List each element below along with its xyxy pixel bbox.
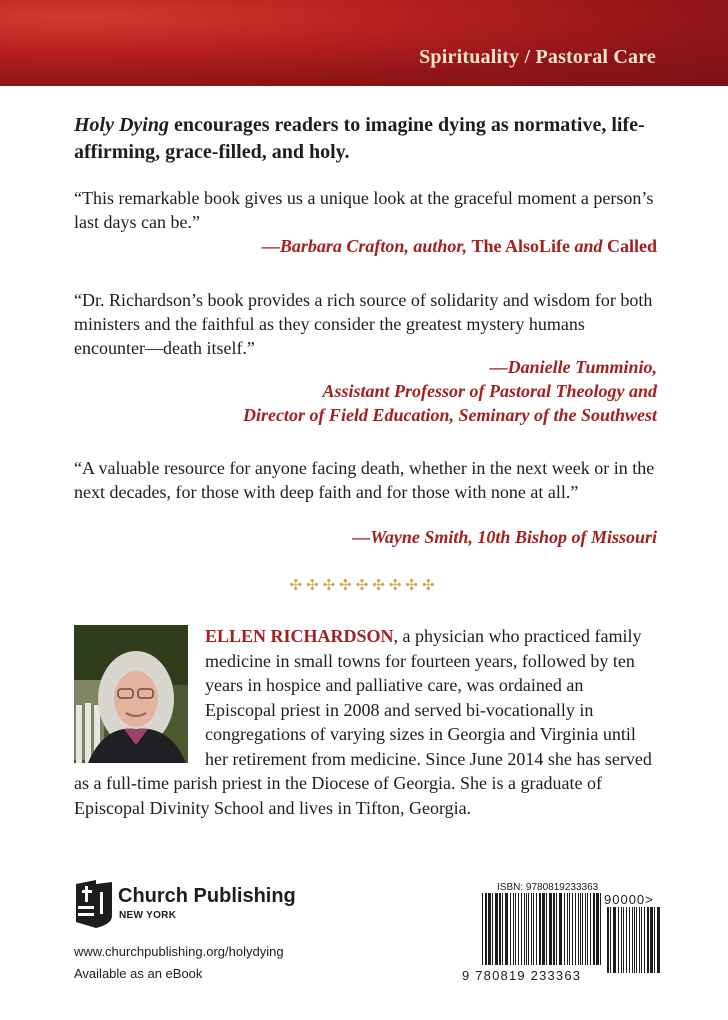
endorsement-quote-1: “This remarkable book gives us a unique look at the graceful moment a person’s last days can be.” (74, 188, 654, 232)
barcode-bar (596, 893, 599, 965)
barcode-bar (556, 893, 557, 965)
ebook-note: Available as an eBook (74, 966, 203, 981)
barcode-bar (526, 893, 527, 965)
barcode-bar (531, 893, 532, 965)
endorsement-attribution-2-line-1: —Danielle Tumminio, (489, 357, 657, 377)
book-title: Holy Dying (74, 114, 169, 136)
barcode-bar (482, 893, 483, 965)
barcode-bar (549, 893, 552, 965)
barcode-bar (634, 907, 635, 973)
barcode-bar (572, 893, 573, 965)
barcode-bar (488, 893, 491, 965)
barcode-bar (518, 893, 519, 965)
endorsement-attribution-1: —Barbara Crafton, author, The AlsoLife and Called (261, 236, 657, 256)
intro-statement (74, 112, 674, 166)
barcode-bar (495, 893, 498, 965)
barcode-bar (629, 907, 630, 973)
barcode-bar (575, 893, 576, 965)
barcode-bar (499, 893, 501, 965)
endorsement-attribution-2-line-2: Assistant Professor of Pastoral Theology and (322, 381, 657, 401)
barcode-bar (657, 907, 660, 973)
barcode-bar (521, 893, 522, 965)
work-title-1: The AlsoLife (471, 236, 570, 256)
barcode-bar (502, 893, 503, 965)
category-label: Spirituality / Pastoral Care (419, 46, 656, 68)
barcode-bar (607, 907, 609, 973)
endorsement-attribution-2-line-3: Director of Field Education, Seminary of the Southwest (242, 405, 657, 425)
barcode-bar (644, 907, 645, 973)
endorsement-attribution-3: —Wayne Smith, 10th Bishop of Missouri (352, 527, 657, 547)
barcode-bar (539, 893, 541, 965)
isbn-label: ISBN: 9780819233363 (497, 882, 599, 893)
barcode-bar (524, 893, 525, 965)
barcode-bar (510, 893, 511, 965)
church-publishing-logo-icon (74, 880, 114, 930)
barcode-bar (515, 893, 516, 965)
barcode-bar (546, 893, 547, 965)
barcode-bar (533, 893, 534, 965)
author-name: ELLEN RICHARDSON (205, 626, 394, 646)
barcode-bar (626, 907, 627, 973)
barcode-bar (613, 907, 616, 973)
barcode-bar (585, 893, 586, 965)
barcode-bar (564, 893, 565, 965)
barcode-bar (632, 907, 633, 973)
barcode-bar (610, 907, 611, 973)
endorsement-quote-2: “Dr. Richardson’s book provides a rich source of solidarity and wisdom for both ministers and the faithful as they consider the greatest mystery humans encounter—death itself.” (74, 290, 653, 358)
barcode-bar (623, 907, 624, 973)
barcode-bar (536, 893, 537, 965)
barcode-bar (618, 907, 619, 973)
barcode-bar (567, 893, 568, 965)
barcode-bar (639, 907, 640, 973)
barcode-bar (636, 907, 637, 973)
author-bio (74, 624, 658, 820)
bio-text: , a physician who practiced family medicine in small towns for fourteen years, followed by ten years in hospice and palliative care, was ordained an Episcopal priest in 2008 and served bi-vocationally in congregations of varying sizes in Georgia and Virginia until her retirement from medicine. Since June 2014 she has served as a full-time parish priest in the Diocese of Georgia. She is a graduate of Episcopal Divinity School and lives in Tifton, Georgia. (74, 626, 652, 818)
publisher-url[interactable]: www.churchpublishing.org/holydying (74, 944, 284, 959)
barcode-bar (513, 893, 514, 965)
publisher-city: NEW YORK (119, 910, 177, 921)
barcode-bar (559, 893, 562, 965)
ornament-divider: ✣✣✣✣✣✣✣✣✣ (289, 576, 439, 594)
barcode-bar (553, 893, 555, 965)
intro-text: encourages readers to imagine dying as normative, life-affirming, grace-filled, and holy. (74, 114, 645, 163)
barcode-bar (492, 893, 493, 965)
work-title-2: Called (606, 236, 657, 256)
endorsement-quote-3: “A valuable resource for anyone facing death, whether in the next week or in the next decades, for those with deep faith and for those with none at all.” (74, 458, 655, 502)
barcode-bar (621, 907, 622, 973)
barcode-bar (578, 893, 579, 965)
barcode-bar (650, 907, 653, 973)
barcode-bar (569, 893, 570, 965)
barcode-bar (587, 893, 588, 965)
barcode-bar (485, 893, 487, 965)
header-banner (0, 0, 728, 86)
publisher-name: Church Publishing (118, 885, 296, 907)
barcode-bar (593, 893, 595, 965)
barcode-bar (600, 893, 601, 965)
barcode-bar (641, 907, 642, 973)
barcode-bar (654, 907, 655, 973)
barcode-bar (528, 893, 529, 965)
barcode-bar (590, 893, 591, 965)
barcode-addon: 90000> (604, 892, 654, 907)
barcode-bar (580, 893, 581, 965)
barcode-digits: 9 780819 233363 (462, 968, 582, 983)
barcode-bar (582, 893, 583, 965)
barcode-bar (505, 893, 508, 965)
barcode-bar (647, 907, 649, 973)
barcode-bar (542, 893, 545, 965)
